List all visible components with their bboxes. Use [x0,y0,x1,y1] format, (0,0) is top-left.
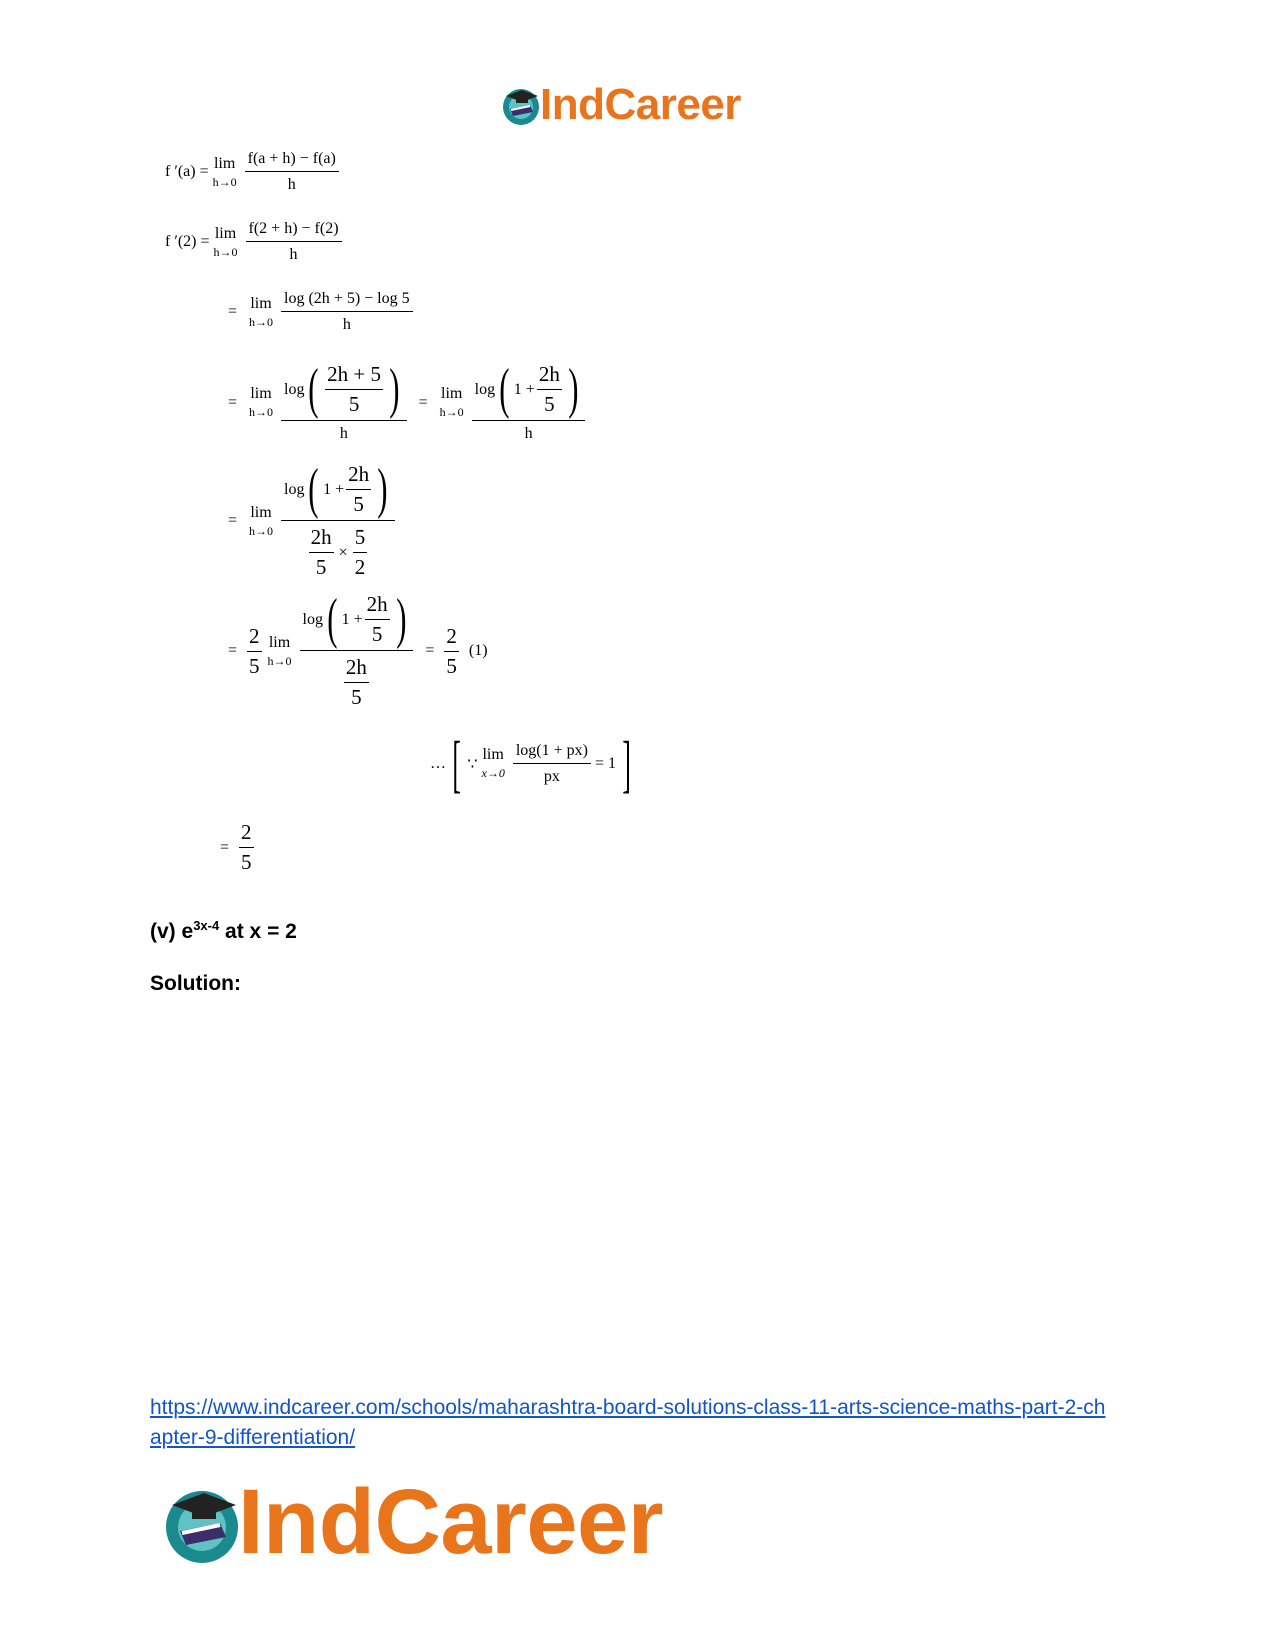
limit-operator: lim h→0 [267,633,292,668]
logo-text: IndCareer [238,1471,663,1573]
math-step-2 [165,220,346,264]
source-url-link[interactable]: https://www.indcareer.com/schools/maharashtra-board-solutions-class-11-arts-science-maths-part-2-chapter-9-differentiation/ [150,1396,1106,1449]
graduation-cap-globe-icon [500,84,542,126]
limit-operator: lim h→0 [249,503,274,538]
fraction: log ( $\frac{2h + 5}{5}$ ) h [281,362,407,443]
question-v: (v) $e^{3x-4}$ at x = 2 [150,918,297,943]
graduation-cap-globe-icon [160,1481,244,1565]
math-step-5: = lim h→0 log ( 1 + $\frac{2h}{5}$ ) $\frac{2h}{5}$ × $\frac{5}{2}$ [220,462,399,580]
lhs: f ′(2) = [165,233,210,250]
math-step-3: = lim h→0 $\frac{\log (2h + 5) - \log 5}{h}$ [220,290,417,334]
limit-operator: lim h→0 [439,385,464,419]
logo-text: IndCareer [540,80,741,129]
header-logo [500,80,741,130]
value-one: (1) [468,642,488,659]
limit-operator: lim x→0 [481,746,505,781]
footer-logo [160,1470,663,1575]
fraction: $\frac{2}{5}$ [446,623,457,678]
fraction: $\frac{2}{5}$ [241,820,252,874]
limit-operator: lim h→0 [249,294,274,329]
limit-operator: lim h→0 [212,154,237,189]
fraction: $\frac{f(2 + h) - f(2)}{h}$ [246,220,342,264]
limit-identity-note: … [ ∵ lim x→0 $\frac{\log(1 + px)}{px}$ = 1 ] [430,728,631,799]
math-step-6: = $\frac{2}{5}$ lim h→0 log ( 1 + $\frac{2h}{5}$ ) $\frac{2h}{5}$ = $\frac{2}{5}$ (1) [228,588,488,709]
fraction: $\frac{2}{5}$ [249,623,260,678]
fraction: log ( 1 + $\frac{2h}{5}$ ) $\frac{2h}{5}$ [300,592,414,710]
limit-operator: lim h→0 [249,385,274,419]
solution-label: Solution: [150,972,241,995]
math-step-1 [165,150,343,194]
final-result: = $\frac{2}{5}$ [220,820,252,874]
limit-operator: lim h→0 [213,224,238,259]
lhs: f ′(a) = [165,163,209,180]
fraction: $\frac{\log (2h + 5) - \log 5}{h}$ [281,290,413,334]
fraction: $\frac{\log(1 + px)}{px}$ [513,742,591,786]
fraction: log ( 1 + $\frac{2h}{5}$ ) $\frac{2h}{5}$ × $\frac{5}{2}$ [281,462,395,580]
math-step-4: = lim h→0 log ( $\frac{2h + 5}{5}$ ) h = lim h→0 log ( 1 + $\frac{2h}{5}$ ) h [220,362,589,443]
exponent: 3x-4 [193,918,220,933]
fraction: $\frac{f(a + h) - f(a)}{h}$ [245,150,339,194]
fraction: log ( 1 + $\frac{2h}{5}$ ) h [472,362,586,443]
